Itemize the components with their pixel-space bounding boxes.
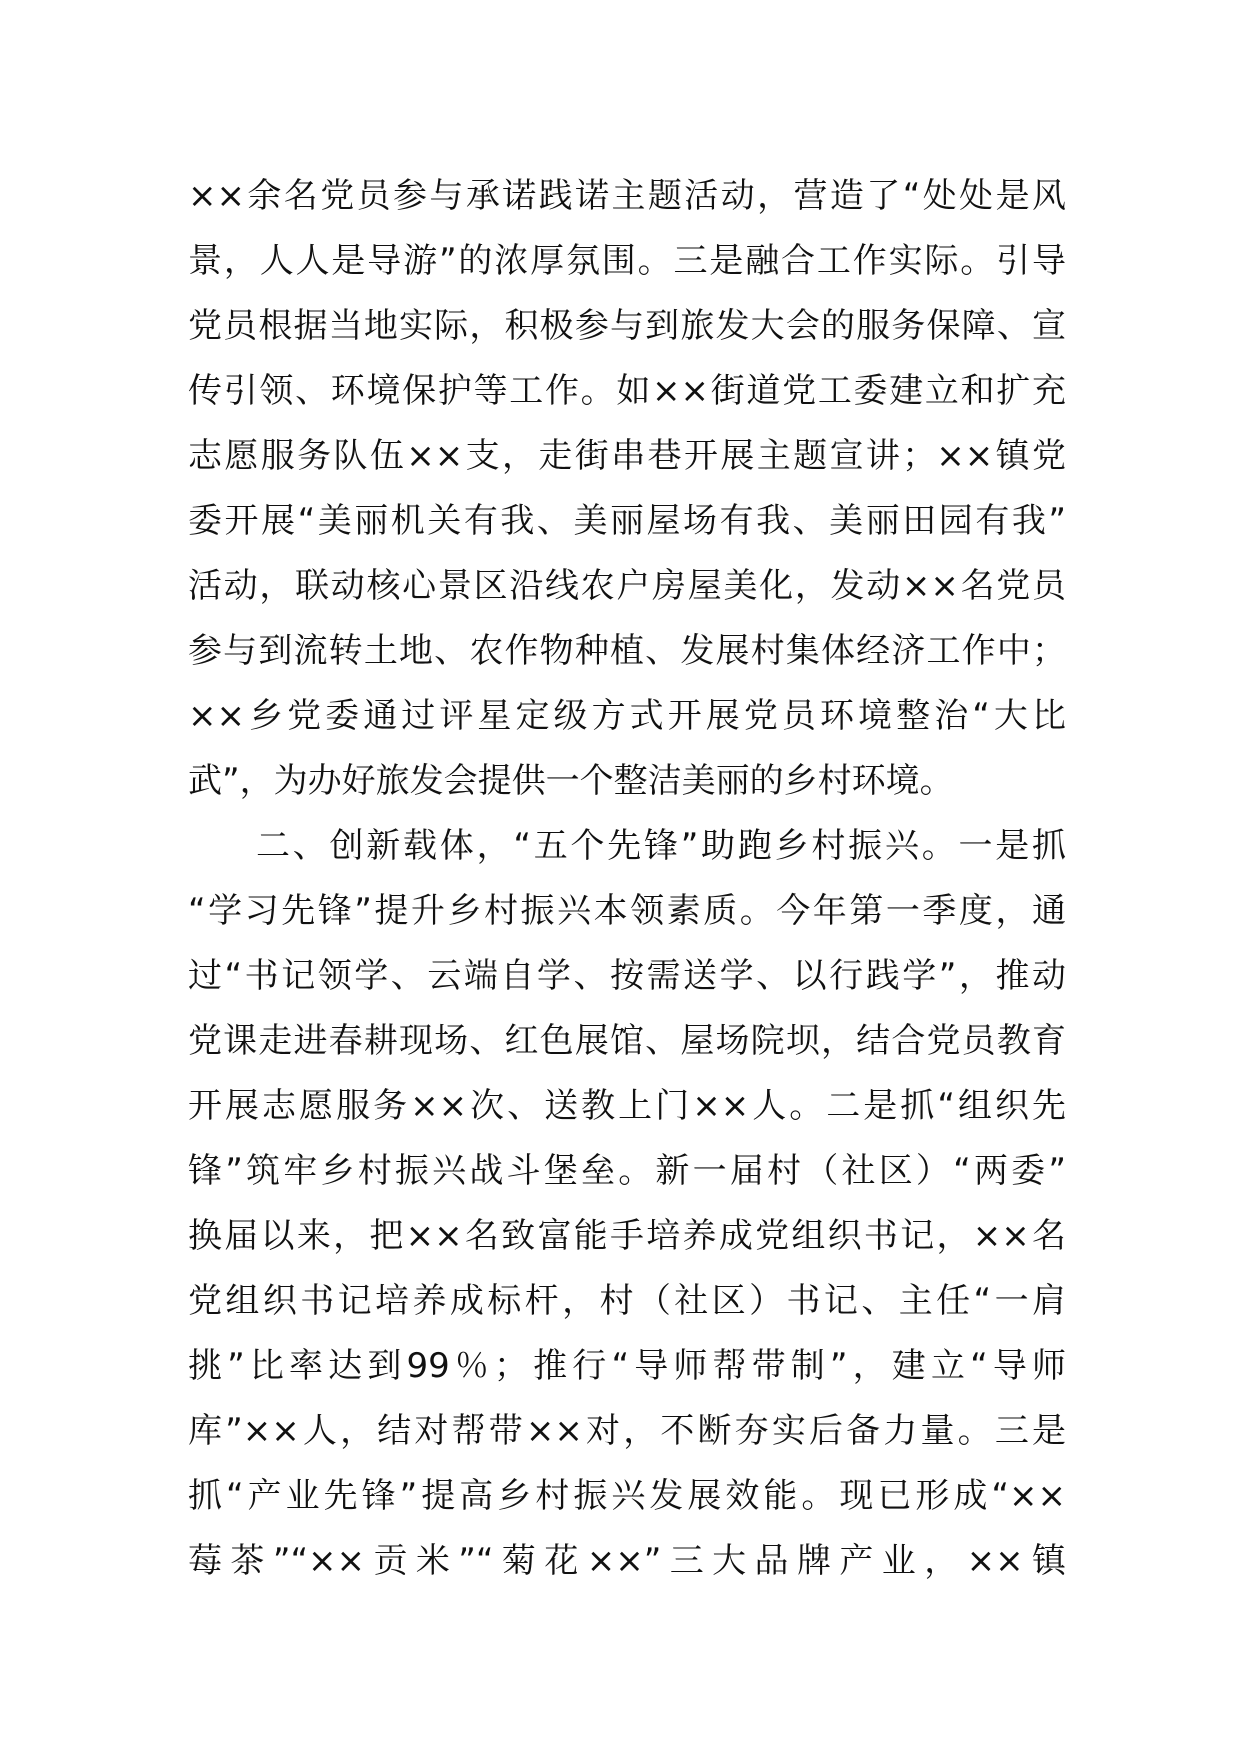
text-line: “学习先锋”提升乡村振兴本领素质。今年第一季度，通 [188,891,1066,931]
text-line: 过“书记领学、云端自学、按需送学、以行践学”，推动 [188,956,1066,996]
text-line: 志愿服务队伍××支，走街串巷开展主题宣讲；××镇党 [188,436,1066,476]
text-line: 换届以来，把××名致富能手培养成党组织书记，××名 [188,1216,1066,1256]
text-line: 活动，联动核心景区沿线农户房屋美化，发动××名党员 [188,566,1066,606]
text-line: 开展志愿服务××次、送教上门××人。二是抓“组织先 [188,1086,1066,1126]
text-line: 锋”筑牢乡村振兴战斗堡垒。新一届村（社区）“两委” [188,1151,1066,1191]
text-line: 库”××人，结对帮带××对，不断夯实后备力量。三是 [188,1411,1066,1451]
text-line: 传引领、环境保护等工作。如××街道党工委建立和扩充 [188,371,1066,411]
text-line: ××余名党员参与承诺践诺主题活动，营造了“处处是风 [188,176,1066,216]
text-line: 党员根据当地实际，积极参与到旅发大会的服务保障、宣 [188,306,1066,346]
paragraph-start-line: 二、创新载体，“五个先锋”助跑乡村振兴。一是抓 [256,826,1066,866]
text-line: 抓“产业先锋”提高乡村振兴发展效能。现已形成“×× [188,1476,1066,1516]
text-line: 景，人人是导游”的浓厚氛围。三是融合工作实际。引导 [188,241,1066,281]
text-line: 党组织书记培养成标杆，村（社区）书记、主任“一肩 [188,1281,1066,1321]
text-line: ××乡党委通过评星定级方式开展党员环境整治“大比 [188,696,1066,736]
text-line: 参与到流转土地、农作物种植、发展村集体经济工作中； [188,631,1066,671]
text-line: 挑”比率达到99％；推行“导师帮带制”，建立“导师 [188,1346,1066,1386]
body-text [188,164,1066,1594]
text-line: 委开展“美丽机关有我、美丽屋场有我、美丽田园有我” [188,501,1066,541]
text-line: 武”，为办好旅发会提供一个整洁美丽的乡村环境。 [188,761,954,801]
text-line: 莓茶”“××贡米”“菊花××”三大品牌产业，××镇 [188,1541,1066,1581]
text-line: 党课走进春耕现场、红色展馆、屋场院坝，结合党员教育 [188,1021,1066,1061]
